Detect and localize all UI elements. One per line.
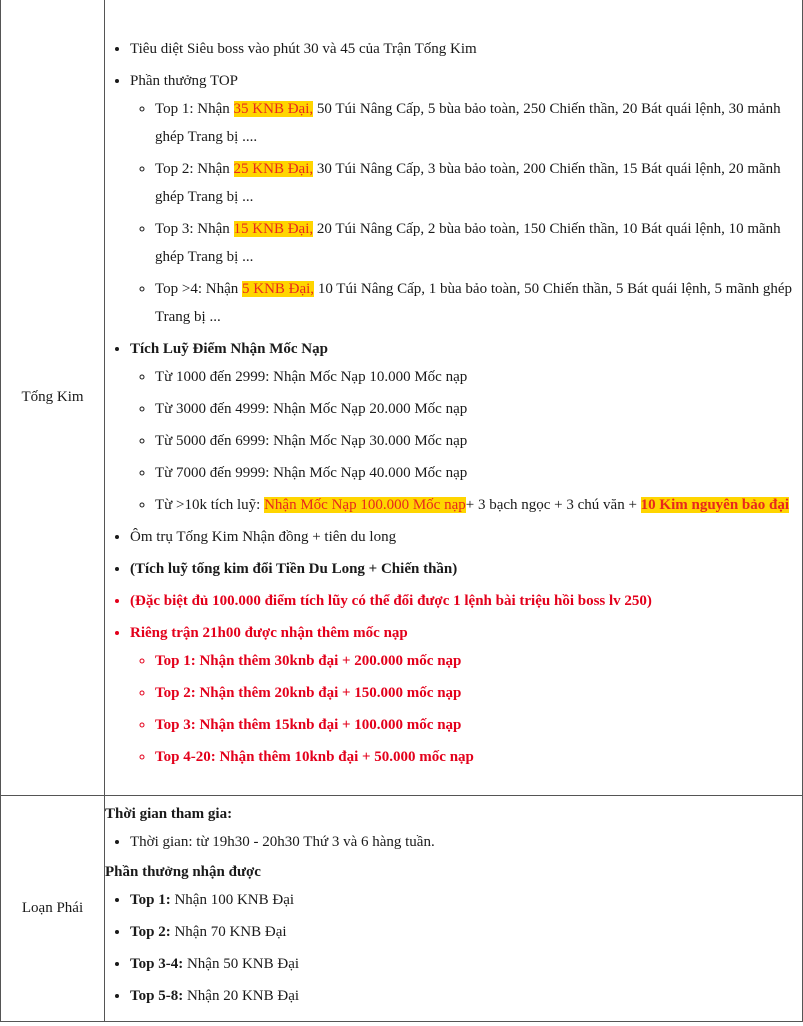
tong-kim-list (105, 35, 802, 771)
top-reward-item: ◦ Top 1: Nhận 35 KNB Đại, 50 Túi Nâng Cấp, 5 bùa bảo toàn, 250 Chiến thần, 20 Bát quái lệnh, 30 mảnh ghép Trang bị .... (155, 95, 802, 151)
highlight: 15 KNB Đại, (233, 221, 314, 237)
row-content-tong-kim (105, 0, 803, 796)
top-reward-item: ◦ Top 3: Nhận 15 KNB Đại, 20 Túi Nâng Cấp, 2 bùa bảo toàn, 150 Chiến thần, 10 Bát quái lệnh, 10 mãnh ghép Trang bị ... (155, 215, 802, 271)
top-reward-item: ◦ Top >4: Nhận 5 KNB Đại, 10 Túi Nâng Cấp, 1 bùa bảo toàn, 50 Chiến thần, 5 Bát quái lệnh, 5 mãnh ghép Trang bị ... (155, 275, 802, 331)
top-reward-item: ◦ Top 2: Nhận 25 KNB Đại, 30 Túi Nâng Cấp, 3 bùa bảo toàn, 200 Chiến thần, 15 Bát quái lệnh, 20 mãnh ghép Trang bị ... (155, 155, 802, 211)
extra-list (130, 647, 802, 771)
reward-title: Phần thưởng nhận được (105, 864, 261, 880)
row-tong-kim (1, 0, 803, 796)
moc-nap-item: ◦ Từ 3000 đến 4999: Nhận Mốc Nạp 20.000 Mốc nạp (155, 395, 802, 423)
list-item (130, 67, 802, 331)
extra-item: ◦ Top 3: Nhận thêm 15knb đại + 100.000 mốc nạp (155, 711, 802, 739)
reward-item: • Top 1: Nhận 100 KNB Đại (130, 886, 802, 914)
row-content-loan-phai (105, 796, 803, 1022)
time-list (105, 828, 802, 856)
extra-item: ◦ Top 2: Nhận thêm 20knb đại + 150.000 mốc nạp (155, 679, 802, 707)
list-item (130, 619, 802, 771)
highlight: 5 KNB Đại, (241, 281, 315, 297)
list-item: • Ôm trụ Tống Kim Nhận đồng + tiên du long (130, 523, 802, 551)
time-title: Thời gian tham gia: (105, 806, 233, 822)
list-item: • Thời gian: từ 19h30 - 20h30 Thứ 3 và 6 hàng tuần. (130, 828, 802, 856)
list-item: • (Tích luỹ tống kim đổi Tiền Du Long + Chiến thần) (130, 555, 802, 583)
moc-nap-list (130, 363, 802, 519)
extra-heading: Riêng trận 21h00 được nhận thêm mốc nạp (130, 625, 408, 641)
highlight: Nhận Mốc Nạp 100.000 Mốc nạp (264, 497, 466, 513)
reward-item: • Top 5-8: Nhận 20 KNB Đại (130, 982, 802, 1010)
top-rewards-heading: Phần thưởng TOP (130, 73, 239, 89)
moc-nap-heading: Tích Luỹ Điểm Nhận Mốc Nạp (130, 341, 328, 357)
highlight: 25 KNB Đại, (233, 161, 314, 177)
moc-nap-item: ◦ Từ >10k tích luỹ: Nhận Mốc Nạp 100.000 Mốc nạp+ 3 bạch ngọc + 3 chú văn + 10 Kim nguyên bảo đại (155, 491, 802, 519)
reward-list (105, 886, 802, 1010)
top-rewards-list (130, 95, 802, 331)
extra-item: ◦ Top 4-20: Nhận thêm 10knb đại + 50.000 mốc nạp (155, 743, 802, 771)
reward-item: • Top 2: Nhận 70 KNB Đại (130, 918, 802, 946)
row-loan-phai (1, 796, 803, 1022)
highlight-bold: 10 Kim nguyên bảo đại (640, 497, 790, 513)
highlight: 35 KNB Đại, (233, 101, 314, 117)
moc-nap-item: ◦ Từ 1000 đến 2999: Nhận Mốc Nạp 10.000 Mốc nạp (155, 363, 802, 391)
reward-item: • Top 3-4: Nhận 50 KNB Đại (130, 950, 802, 978)
list-item (130, 335, 802, 519)
list-item: • Tiêu diệt Siêu boss vào phút 30 và 45 của Trận Tống Kim (130, 35, 802, 63)
row-label-loan-phai: Loạn Phái (1, 796, 105, 1022)
extra-item: ◦ Top 1: Nhận thêm 30knb đại + 200.000 mốc nạp (155, 647, 802, 675)
moc-nap-item: ◦ Từ 7000 đến 9999: Nhận Mốc Nạp 40.000 Mốc nạp (155, 459, 802, 487)
row-label-tong-kim: Tống Kim (1, 0, 105, 796)
list-item: • (Đặc biệt đủ 100.000 điểm tích lũy có thể đổi được 1 lệnh bài triệu hồi boss lv 250) (130, 587, 802, 615)
moc-nap-item: ◦ Từ 5000 đến 6999: Nhận Mốc Nạp 30.000 Mốc nạp (155, 427, 802, 455)
